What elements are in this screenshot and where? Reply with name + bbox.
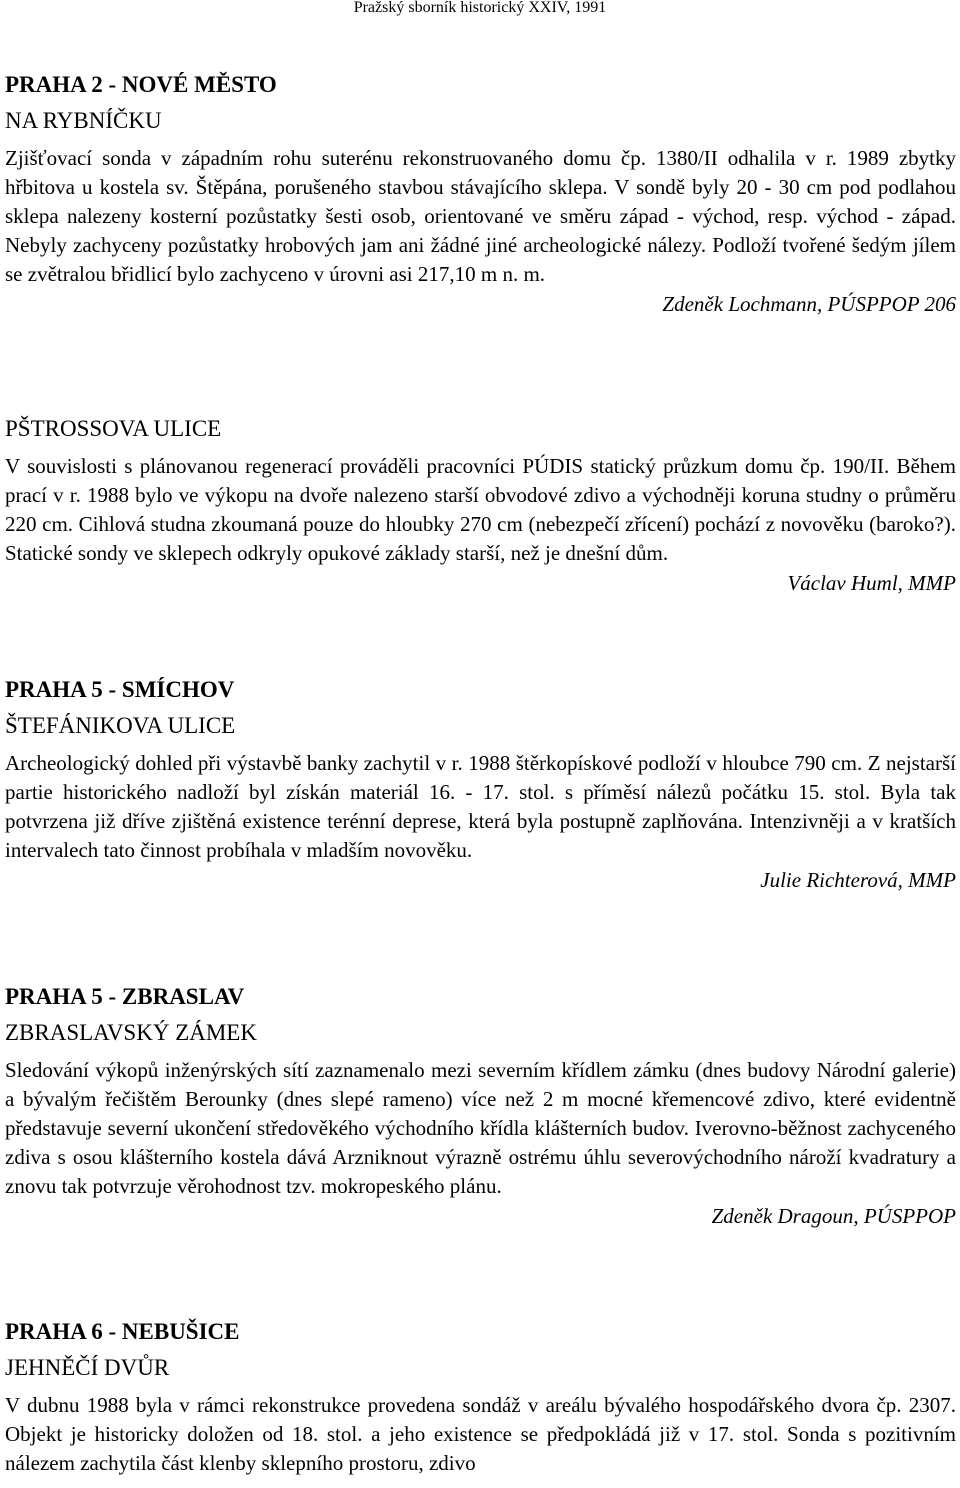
running-header: Pražský sborník historický XXIV, 1991 bbox=[353, 0, 607, 16]
author-signature: Julie Richterová, MMP bbox=[760, 868, 956, 892]
site-heading: JEHNĚČÍ DVŮR bbox=[5, 1355, 170, 1380]
site-heading: ŠTEFÁNIKOVA ULICE bbox=[5, 713, 236, 738]
author-signature: Zdeněk Dragoun, PÚSPPOP bbox=[711, 1204, 956, 1228]
report-praha6-nebusice bbox=[5, 1317, 956, 1478]
report-text: Zjišťovací sonda v západním rohu suterénu rekonstruovaného domu čp. 1380/II odhalila v r. 1989 zbytky hřbitova u kostela sv. Štěpána, porušeného stavbou stávajícího sklepa. V sondě byly 20 - 30 cm pod podlahou sklepa nalezeny kosterní pozůstatky šesti osob, orientované ve směru západ - východ, resp. východ - západ. Nebyly zachyceny pozůstatky hrobových jam ani žádné jiné archeologické nálezy. Podloží tvořené šedým jílem se zvětralou břidlicí bylo zachyceno v úrovni asi 217,10 m n. m. bbox=[5, 146, 956, 286]
report-pstrossova-ulice bbox=[5, 408, 956, 598]
author-signature: Václav Huml, MMP bbox=[787, 571, 956, 595]
report-praha5-zbraslav bbox=[5, 982, 956, 1231]
locality-heading: PRAHA 2 - NOVÉ MĚSTO bbox=[5, 72, 277, 97]
report-text: V dubnu 1988 byla v rámci rekonstrukce provedena sondáž v areálu bývalého hospodářského dvora čp. 2307. Objekt je historicky doložen od 18. stol. a jeho existence se předpokládá již v 17. stol. Sonda s pozitivním nálezem zachytila část klenby sklepního prostoru, zdivo bbox=[5, 1393, 956, 1475]
report-text: Sledování výkopů inženýrských sítí zaznamenalo mezi severním křídlem zámku (dnes budovy Národní galerie) a bývalým řečištěm Berounky (dnes slepé rameno) více než 2 m mocné křemencové zdivo, které evidentně představuje severní ukončení středověkého východního křídla klášterních budov. Iverovno-běžnost zachyceného zdiva s osou klášterního kostela dává Arzniknout výrazně ostrému úhlu severovýchodního nároží kvadratury a znovu tak potvrzuje věrohodnost tzv. mokropeského plánu. bbox=[5, 1058, 956, 1198]
locality-heading: PRAHA 5 - SMÍCHOV bbox=[5, 677, 235, 702]
site-heading: PŠTROSSOVA ULICE bbox=[5, 416, 222, 441]
site-heading: NA RYBNÍČKU bbox=[5, 108, 162, 133]
author-signature: Zdeněk Lochmann, PÚSPPOP 206 bbox=[662, 292, 956, 316]
report-praha2-na-rybnicku bbox=[5, 70, 956, 319]
report-text: Archeologický dohled při výstavbě banky zachytil v r. 1988 štěrkopískové podloží v hloubce 790 cm. Z nejstarší partie historického nadloží byl získán materiál 16. - 17. stol. s příměsí nálezů počátku 15. stol. Byla tak potvrzena již dříve zjištěná existence terénní deprese, která byla postupně zaplňována. Intenzivněji a v kratších intervalech tato činnost probíhala v mladším novověku. bbox=[5, 751, 956, 862]
locality-heading: PRAHA 6 - NEBUŠICE bbox=[5, 1319, 240, 1344]
report-praha5-smichov bbox=[5, 675, 956, 895]
report-text: V souvislosti s plánovanou regenerací prováděli pracovníci PÚDIS statický průzkum domu čp. 190/II. Během prací v r. 1988 bylo ve výkopu na dvoře nalezeno starší obvodové zdivo a východněji koruna studny o průměru 220 cm. Cihlová studna zkoumaná pouze do hloubky 270 cm (nebezpečí zřícení) pochází z novověku (baroko?). Statické sondy ve sklepech odkryly opukové základy starší, než je dnešní dům. bbox=[5, 454, 956, 565]
site-heading: ZBRASLAVSKÝ ZÁMEK bbox=[5, 1020, 257, 1045]
locality-heading: PRAHA 5 - ZBRASLAV bbox=[5, 984, 245, 1009]
